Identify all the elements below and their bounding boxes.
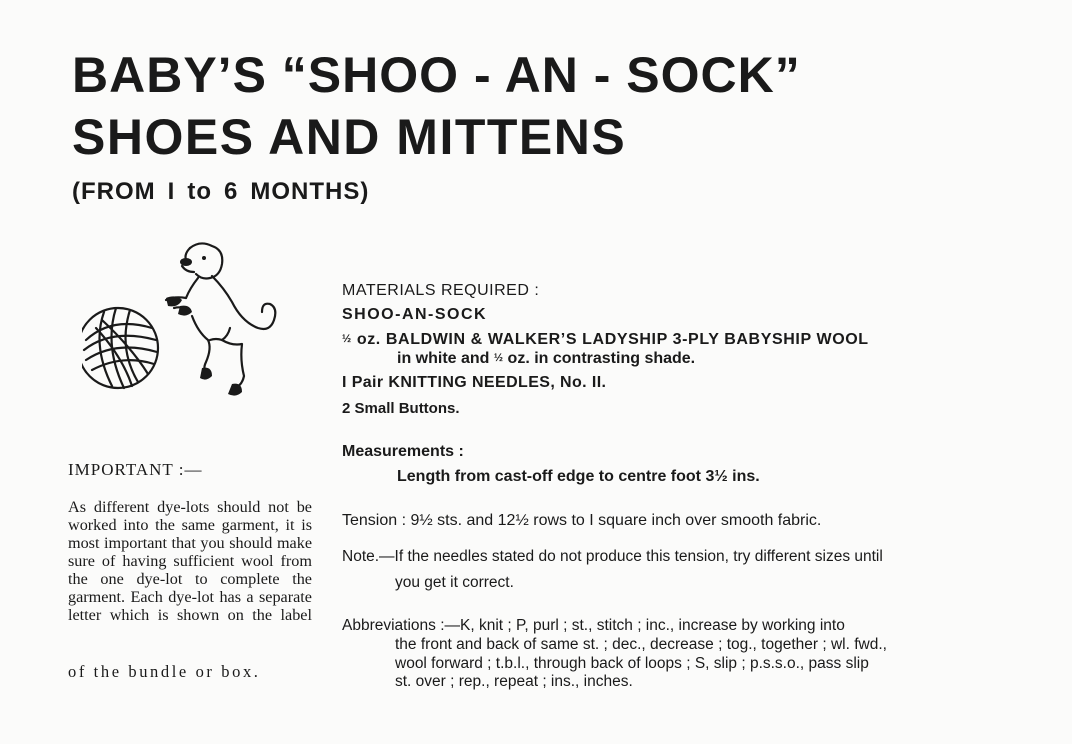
pattern-title-line1: BABY’S “SHOO - AN - SOCK” bbox=[72, 47, 801, 103]
materials-wool-line: ½ oz. BALDWIN & WALKER’S LADYSHIP 3-PLY BABYSHIP WOOL bbox=[342, 331, 869, 348]
measurements-text: Length from cast-off edge to centre foot 3½ ins. bbox=[397, 468, 760, 485]
age-range-subtitle: (FROM I to 6 MONTHS) bbox=[72, 178, 370, 205]
abbreviations-line2: the front and back of same st. ; dec., decrease ; tog., together ; wl. fwd., bbox=[395, 636, 887, 653]
materials-heading: MATERIALS REQUIRED : bbox=[342, 282, 540, 299]
important-notice-last-line: of the bundle or box. bbox=[68, 662, 261, 681]
abbreviations-line4: st. over ; rep., repeat ; ins., inches. bbox=[395, 673, 633, 690]
tension-text: Tension : 9½ sts. and 12½ rows to I square inch over smooth fabric. bbox=[342, 512, 822, 529]
abbreviations-line1: Abbreviations :—K, knit ; P, purl ; st., stitch ; inc., increase by working into bbox=[342, 617, 845, 634]
important-notice-text: As different dye-lots should not be worked into the same garment, it is most important that you should make sure of having sufficient wool from the one dye-lot to complete the garment. Each dye-lot has a separate letter which is shown on the label bbox=[68, 498, 312, 624]
note-line2: you get it correct. bbox=[395, 574, 514, 591]
lamb-with-yarn-illustration bbox=[82, 236, 302, 406]
abbreviations-line3: wool forward ; t.b.l., through back of loops ; S, slip ; p.s.s.o., pass slip bbox=[395, 655, 869, 672]
important-heading: IMPORTANT :— bbox=[68, 460, 203, 479]
note-line1: Note.—If the needles stated do not produce this tension, try different sizes until bbox=[342, 548, 883, 565]
measurements-heading: Measurements : bbox=[342, 443, 464, 460]
pattern-title-line2: SHOES AND MITTENS bbox=[72, 109, 627, 165]
yarn-ball-icon bbox=[82, 308, 158, 388]
materials-needles-line: I Pair KNITTING NEEDLES, No. II. bbox=[342, 374, 607, 391]
materials-subheading: SHOO-AN-SOCK bbox=[342, 306, 488, 323]
materials-buttons-line: 2 Small Buttons. bbox=[342, 400, 460, 417]
materials-wool-shade-line: in white and ½ oz. in contrasting shade. bbox=[397, 350, 696, 367]
